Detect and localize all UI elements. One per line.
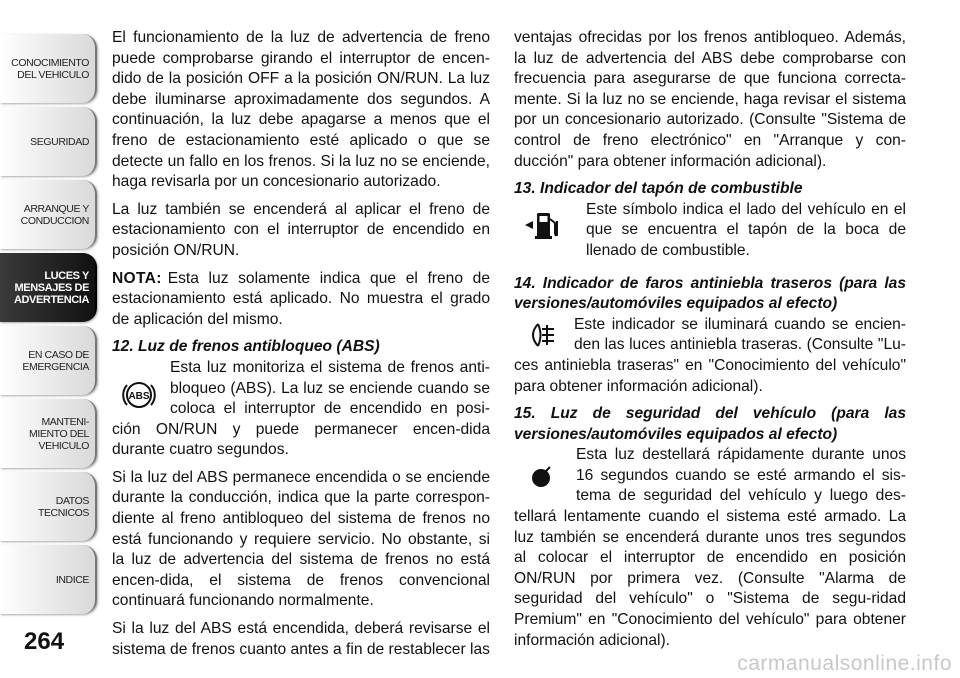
rear-fog-light-icon xyxy=(520,315,564,355)
page-number: 264 xyxy=(24,628,65,655)
note-text: Esta luz solamente indica que el freno de estacionamiento está aplicado. No muestra el grado de aplicación del mismo. xyxy=(112,269,490,328)
rear-fog-section xyxy=(514,315,906,397)
tab-label: ARRANQUE Y CONDUCCION xyxy=(20,202,89,227)
tab-label: SEGURIDAD xyxy=(30,135,89,148)
parking-brake-paragraph: La luz también se encenderá al aplicar el freno de estacionamiento con el interruptor de encendido en posición ON/RUN. xyxy=(112,200,490,259)
tab-datos-tecnicos[interactable] xyxy=(0,472,97,541)
abs-description-paragraph: Esta luz monitoriza el sistema de frenos anti-bloqueo (ABS). La luz se enciende cuando se coloca el interruptor de encendido en posi-ción ON/RUN y puede permanecer encen-dida durante cuatro segundos. xyxy=(112,358,490,459)
tab-luces-y-mensajes-de-advertencia[interactable] xyxy=(0,253,97,322)
tab-label: INDICE xyxy=(55,573,89,586)
section-heading-abs: 12. Luz de frenos antibloqueo (ABS) xyxy=(112,338,380,356)
tab-mantenimiento-del-vehiculo[interactable] xyxy=(0,399,97,468)
tab-en-caso-de-emergencia[interactable] xyxy=(0,326,97,395)
chapter-tabs xyxy=(0,0,100,678)
note-label: NOTA: xyxy=(112,269,162,287)
tab-arranque-y-conduccion[interactable] xyxy=(0,180,97,249)
abs-section xyxy=(112,358,490,461)
tab-seguridad[interactable] xyxy=(0,107,97,176)
tab-label: LUCES Y MENSAJES DE ADVERTENCIA xyxy=(13,269,89,306)
right-column xyxy=(514,28,906,658)
rear-fog-paragraph: Este indicador se iluminará cuando se encien-den las luces antiniebla traseras. (Consulte "Lu-ces antiniebla traseras" en "Conocimiento del vehículo" para obtener información adicional). xyxy=(514,315,906,395)
vehicle-security-paragraph: Esta luz destellará rápidamente durante unos 16 segundos cuando se esté armando el sis-tema de seguridad del vehículo y luego des-tellará lentamente cuando el sistema esté armado. La luz también se encenderá durante unos tres segundos al colocar el interruptor de encendido en posición ON/RUN por primera vez. (Consulte "Alarma de seguridad del vehículo" o "Sistema de segu-ridad Premium" en "Conocimiento del vehículo" para obtener información adicional). xyxy=(514,446,906,649)
abs-service-paragraph: Si la luz del ABS está encendida, deberá revisarse el sistema de frenos cuanto antes a fin de restablecer las xyxy=(112,620,490,658)
section-heading-fuel-door: 13. Indicador del tapón de combustible xyxy=(514,180,803,198)
tab-indice[interactable] xyxy=(0,545,97,614)
vehicle-security-icon xyxy=(518,455,564,499)
vehicle-security-section xyxy=(514,445,906,651)
tab-label: MANTENI- MIENTO DEL VEHICULO xyxy=(29,415,89,452)
fuel-door-section xyxy=(514,200,906,262)
tab-conocimiento-del-vehiculo[interactable] xyxy=(0,34,97,103)
fuel-door-indicator-icon xyxy=(518,202,568,248)
fuel-door-paragraph: Este símbolo indica el lado del vehículo en el que se encuentra el tapón de la boca de llenado de combustible. xyxy=(586,200,906,259)
brake-warning-check-paragraph: El funcionamiento de la luz de advertencia de freno puede comprobarse girando el interruptor de encen-dido de la posición OFF a la posición ON/RUN. La luz debe iluminarse aproximadamente dos segundos. A continuación, la luz debe apagarse a menos que el freno de estacionamiento esté aplicado o que se detecte un fallo en los frenos. Si la luz no se enciende, haga revisarla por un concesionario autorizado. xyxy=(112,29,490,191)
tab-label: CONOCIMIENTO DEL VEHICULO xyxy=(11,56,89,81)
left-column xyxy=(112,28,490,667)
abs-icon-text: ABS xyxy=(128,390,150,402)
tab-label: DATOS TECNICOS xyxy=(37,494,89,519)
abs-continued-paragraph: ventajas ofrecidas por los frenos antibloqueo. Además, la luz de advertencia del ABS debe comprobarse con frecuencia para asegurarse de que funciona correcta-mente. Si la luz no se enciende, haga revisar el sistema por un concesionario autorizado. (Consulte "Sistema de control de freno electrónico" en "Arranque y con-ducción" para obtener información adicional). xyxy=(514,29,906,170)
section-heading-rear-fog: 14. Indicador de faros antiniebla traseros (para las versiones/automóviles equipados al efecto) xyxy=(514,274,906,313)
watermark: carmanualsonline.info xyxy=(737,652,952,675)
section-heading-vehicle-security: 15. Luz de seguridad del vehículo (para las versiones/automóviles equipados al efecto) xyxy=(514,405,906,443)
abs-warning-icon xyxy=(118,372,160,418)
tab-label: EN CASO DE EMERGENCIA xyxy=(22,348,89,373)
abs-fault-paragraph: Si la luz del ABS permanece encendida o se enciende durante la conducción, indica que la parte correspon-diente al freno antibloqueo del sistema de frenos no está funcionando y requiere servicio. No obstante, si la luz de advertencia del sistema de frenos no está encen-dida, el sistema de frenos convencional continuará funcionando normalmente. xyxy=(112,468,490,610)
note-paragraph xyxy=(112,269,490,331)
